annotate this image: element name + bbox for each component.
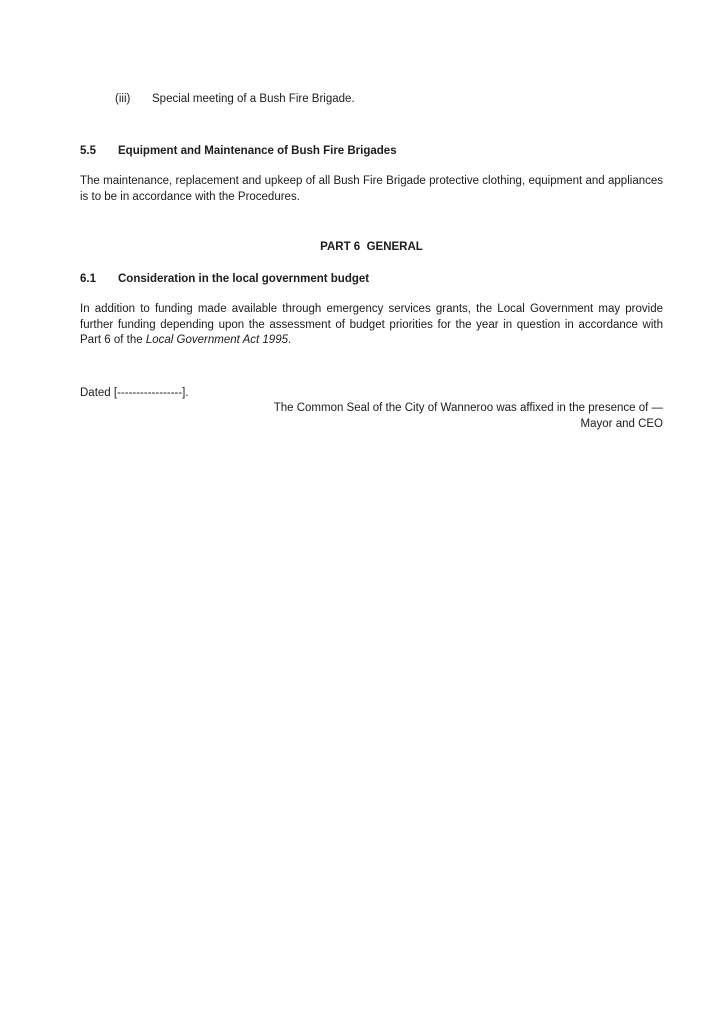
list-item-text: Special meeting of a Bush Fire Brigade.	[152, 93, 355, 105]
seal-line: The Common Seal of the City of Wanneroo was affixed in the presence of —	[273, 402, 663, 414]
document-content	[0, 0, 705, 432]
section-title-6-1: Consideration in the local government budget	[118, 272, 370, 285]
signatory-line: Mayor and CEO	[580, 417, 663, 430]
closing-block	[80, 386, 663, 433]
dated-line: Dated [-----------------].	[80, 386, 189, 399]
list-item-marker: (iii)	[115, 93, 131, 105]
paragraph-6-1	[80, 302, 663, 349]
section-heading-6-1	[80, 272, 663, 288]
list-item-iii	[80, 92, 663, 108]
paragraph-5-5: The maintenance, replacement and upkeep of all Bush Fire Brigade protective clothing, equipment and appliances is to be in accordance with the Procedures.	[80, 175, 663, 203]
paragraph-6-1-text: In addition to funding made available through emergency services grants, the Local Government may provide further funding depending upon the assessment of budget priorities for the year in question in accordance with Part 6 of the	[80, 303, 663, 346]
paragraph-6-1-period: .	[288, 334, 292, 346]
section-number-6-1: 6.1	[80, 272, 96, 285]
section-number-5-5: 5.5	[80, 144, 96, 157]
part-6-heading: PART 6 GENERAL	[320, 241, 423, 253]
section-title-5-5: Equipment and Maintenance of Bush Fire Brigades	[118, 144, 397, 157]
act-title-italic: Local Government Act 1995	[145, 334, 288, 346]
section-heading-5-5	[80, 144, 663, 160]
